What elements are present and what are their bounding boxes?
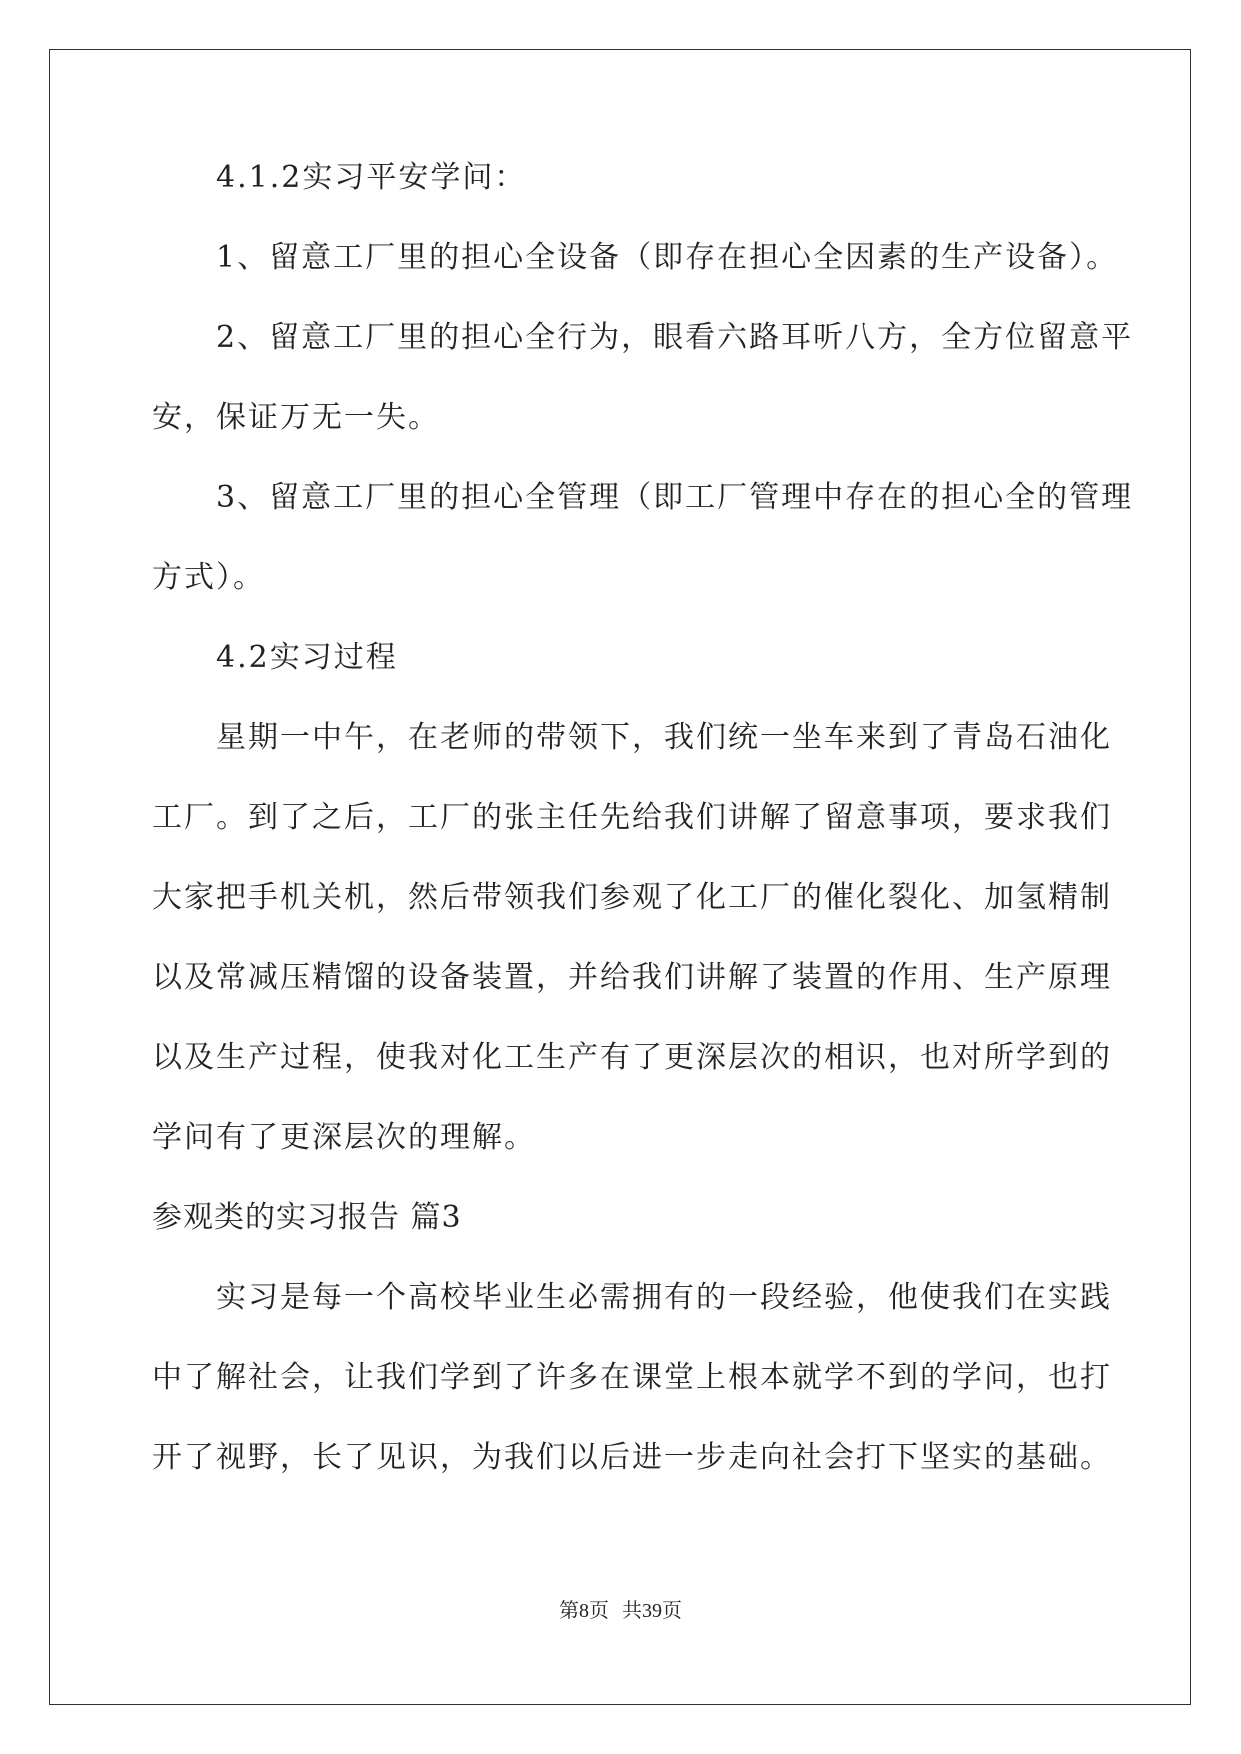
paragraph-line: 2、留意工厂里的担心全行为，眼看六路耳听八方，全方位留意平 <box>216 320 1134 355</box>
paragraph-line: 实习是每一个高校毕业生必需拥有的一段经验，他使我们在实践 <box>216 1280 1112 1315</box>
paragraph-line: 1、留意工厂里的担心全设备（即存在担心全因素的生产设备）。 <box>216 240 1119 275</box>
paragraph-line: 大家把手机关机，然后带领我们参观了化工厂的催化裂化、加氢精制 <box>152 880 1112 915</box>
paragraph-line: 3、留意工厂里的担心全管理（即工厂管理中存在的担心全的管理 <box>216 480 1134 515</box>
paragraph-line: 方式）。 <box>152 560 265 595</box>
section-heading-4-1-2: 4.1.2实习平安学问： <box>216 160 527 195</box>
paragraph-line: 开了视野，长了见识，为我们以后进一步走向社会打下坚实的基础。 <box>152 1440 1112 1475</box>
paragraph-line: 中了解社会，让我们学到了许多在课堂上根本就学不到的学问，也打 <box>152 1360 1112 1395</box>
section-heading-4-2: 4.2实习过程 <box>216 640 398 675</box>
paragraph-line: 以及常减压精馏的设备装置，并给我们讲解了装置的作用、生产原理 <box>152 960 1112 995</box>
page-footer <box>0 1598 1241 1624</box>
paragraph-line: 工厂。到了之后，工厂的张主任先给我们讲解了留意事项，要求我们 <box>152 800 1112 835</box>
page-total: 共39页 <box>622 1600 682 1622</box>
paragraph-line: 学问有了更深层次的理解。 <box>152 1120 536 1155</box>
page-number: 第8页 <box>559 1600 609 1622</box>
paragraph-line: 安，保证万无一失。 <box>152 400 440 435</box>
paragraph-line: 星期一中午，在老师的带领下，我们统一坐车来到了青岛石油化 <box>216 720 1112 755</box>
paragraph-line: 以及生产过程，使我对化工生产有了更深层次的相识，也对所学到的 <box>152 1040 1112 1075</box>
article-heading: 参观类的实习报告 篇3 <box>152 1200 462 1235</box>
